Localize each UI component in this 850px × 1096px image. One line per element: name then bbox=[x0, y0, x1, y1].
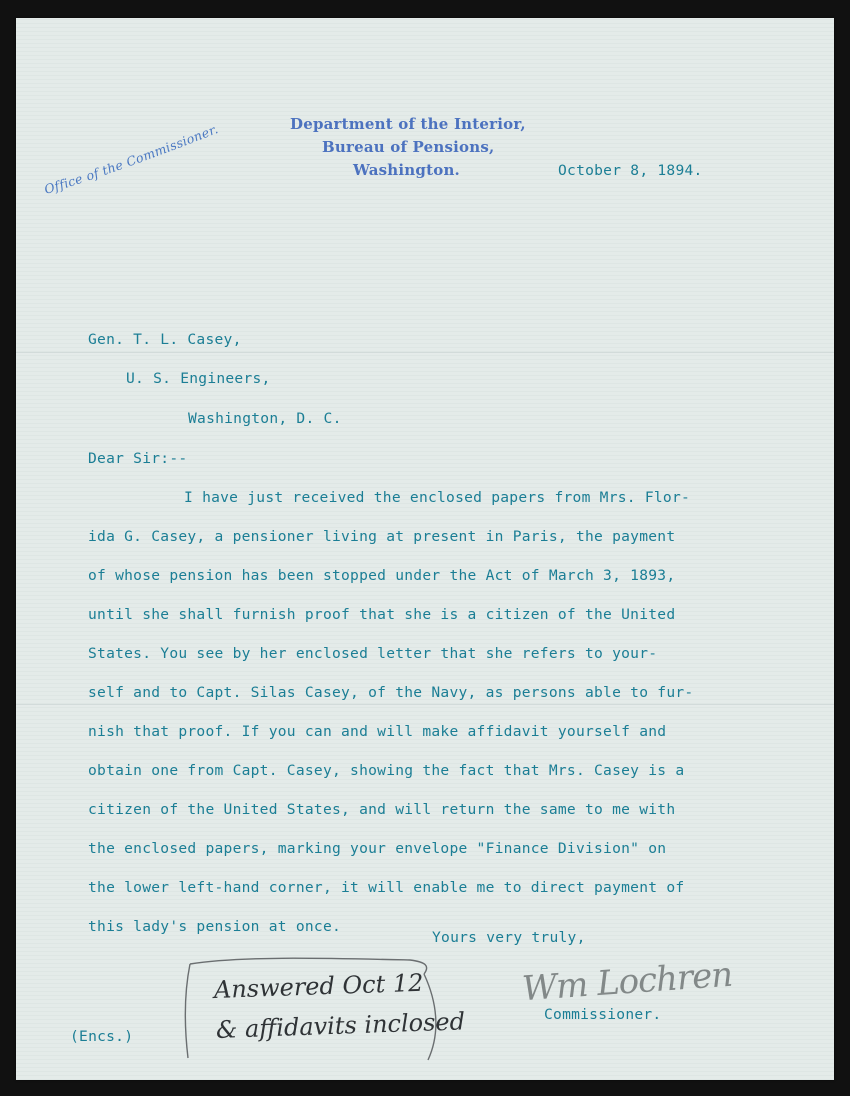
recipient-name: Gen. T. L. Casey, bbox=[88, 331, 242, 348]
body-line: of whose pension has been stopped under the Act of March 3, 1893, bbox=[88, 567, 676, 584]
letter-page bbox=[16, 18, 834, 1080]
body-line: until she shall furnish proof that she is a citizen of the United bbox=[88, 606, 676, 623]
body-line: nish that proof. If you can and will make affidavit yourself and bbox=[88, 723, 667, 740]
letterhead-city: Washington. bbox=[353, 161, 460, 179]
enclosures-note: (Encs.) bbox=[70, 1028, 134, 1045]
closing: Yours very truly, bbox=[432, 929, 586, 946]
signature-text: Wm Lochren bbox=[520, 954, 734, 1010]
body-line: citizen of the United States, and will return the same to me with bbox=[88, 801, 676, 818]
body-line: I have just received the enclosed papers from Mrs. Flor- bbox=[184, 489, 691, 506]
body-line: obtain one from Capt. Casey, showing the fact that Mrs. Casey is a bbox=[88, 762, 685, 779]
letter-date: October 8, 1894. bbox=[558, 162, 703, 179]
office-stamp-text bbox=[42, 121, 220, 197]
recipient-city: Washington, D. C. bbox=[188, 410, 342, 427]
recipient-unit: U. S. Engineers, bbox=[126, 370, 271, 387]
paper-fold bbox=[16, 704, 834, 706]
handwritten-line: & affidavits inclosed bbox=[215, 1007, 466, 1044]
body-line: the lower left-hand corner, it will enable me to direct payment of bbox=[88, 879, 685, 896]
letterhead-department: Department of the Interior, bbox=[290, 115, 526, 133]
body-line: self and to Capt. Silas Casey, of the Navy, as persons able to fur- bbox=[88, 684, 694, 701]
body-line: this lady's pension at once. bbox=[88, 918, 342, 935]
salutation: Dear Sir:-- bbox=[88, 450, 188, 467]
body-line: the enclosed papers, marking your envelope "Finance Division" on bbox=[88, 840, 667, 857]
handwritten-note bbox=[180, 954, 466, 1066]
body-line: States. You see by her enclosed letter that she refers to your- bbox=[88, 645, 658, 662]
signature bbox=[512, 954, 734, 1012]
body-line: ida G. Casey, a pensioner living at present in Paris, the payment bbox=[88, 528, 676, 545]
paper-fold bbox=[16, 352, 834, 354]
signer-title: Commissioner. bbox=[544, 1006, 662, 1023]
office-stamp bbox=[40, 116, 250, 206]
handwritten-line: Answered Oct 12 bbox=[213, 968, 424, 1004]
letterhead-bureau: Bureau of Pensions, bbox=[322, 138, 495, 156]
office-stamp-path-text: Office of the Commissioner. bbox=[42, 121, 221, 197]
